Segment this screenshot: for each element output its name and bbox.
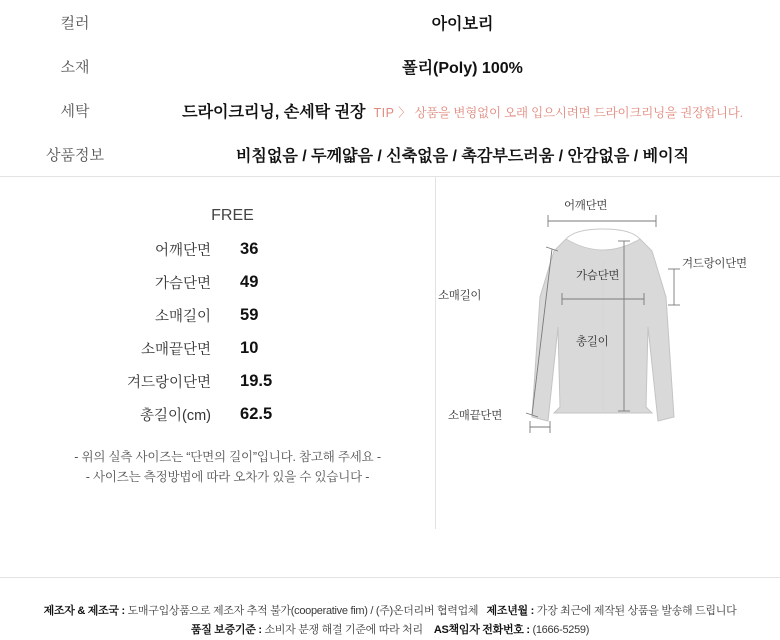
- garment-diagram-panel: [436, 177, 780, 529]
- size-value-shoulder: 36: [240, 240, 259, 258]
- size-value-chest: 49: [240, 273, 259, 291]
- footer-manufacturer-label: 제조자 & 제조국 :: [43, 605, 125, 617]
- table-row: [126, 332, 309, 365]
- footer-warranty-label: 품질 보증기준 :: [190, 624, 262, 636]
- diagram-label-chest: 가슴단면: [576, 270, 620, 282]
- table-row: [126, 233, 309, 266]
- size-label-armhole: 겨드랑이단면: [126, 375, 212, 391]
- footer-line-1: [0, 602, 780, 621]
- footer-mfgdate-value: 가장 최근에 제작된 상품을 발송해 드립니다: [536, 605, 737, 617]
- footer-warranty-value: 소비자 분쟁 해결 기준에 따라 처리: [264, 624, 423, 636]
- washing-tip: [373, 106, 742, 120]
- tip-message: 상품을 변형없이 오래 입으시려면 드라이크리닝을 권장합니다.: [414, 105, 743, 120]
- size-note-2: - 사이즈는 측정방법에 따라 오차가 있을 수 있습니다 -: [85, 470, 370, 484]
- footer-mfgdate-label: 제조년월 :: [486, 605, 534, 617]
- size-label-chest: 가슴단면: [154, 276, 212, 292]
- diagram-label-sleeve: 소매길이: [438, 290, 482, 302]
- size-table: [126, 233, 309, 431]
- size-label-total: 총길이(cm): [140, 408, 212, 424]
- size-label-cuff: 소매끝단면: [140, 342, 212, 358]
- spec-value-washing: [150, 88, 780, 132]
- spec-row-color: [0, 0, 780, 44]
- diagram-label-cuff: 소매끝단면: [448, 410, 503, 422]
- spec-value-color: 아이보리: [431, 15, 494, 33]
- spec-row-washing: [0, 88, 780, 132]
- spec-label-material: 소재: [60, 58, 90, 76]
- spec-row-productinfo: [0, 132, 780, 176]
- size-measurements: [0, 177, 435, 529]
- size-note-1: - 위의 실측 사이즈는 “단면의 길이”입니다. 참고해 주세요 -: [74, 450, 381, 464]
- table-row: [126, 398, 309, 431]
- size-notes: [0, 447, 435, 487]
- diagram-label-armhole: 겨드랑이단면: [682, 258, 747, 270]
- footer-manufacturer-value: 도매구입상품으로 제조자 추적 불가(cooperative fim) / (주)온더리버 협력업체: [127, 605, 479, 617]
- size-column-title: FREE: [211, 207, 254, 224]
- size-value-sleeve: 59: [240, 306, 259, 324]
- spec-table: [0, 0, 780, 176]
- size-value-cuff: 10: [240, 339, 259, 357]
- diagram-label-shoulder: 어깨단면: [564, 200, 608, 212]
- footer-as-label: AS책임자 전화번호 :: [433, 624, 530, 636]
- footer-line-2: [0, 621, 780, 640]
- divider-bottom: [0, 577, 780, 578]
- size-label-shoulder: 어깨단면: [154, 243, 212, 259]
- table-row: [126, 299, 309, 332]
- spec-value-material: 폴리(Poly) 100%: [402, 59, 523, 77]
- size-section: [0, 177, 780, 529]
- size-label-sleeve: 소매길이: [154, 309, 212, 325]
- footer-as-value: (1666-5259): [532, 624, 590, 636]
- washing-text: 드라이크리닝, 손세탁 권장: [182, 103, 366, 121]
- spec-label-color: 컬러: [60, 14, 90, 32]
- garment-diagram: [436, 177, 780, 529]
- diagram-label-total: 총길이: [576, 336, 609, 348]
- garment-illustration-svg: [436, 177, 780, 529]
- size-value-total: 62.5: [240, 405, 273, 423]
- spec-value-productinfo: 비침없음 / 두께얇음 / 신축없음 / 촉감부드러움 / 안감없음 / 베이직: [235, 147, 690, 165]
- spec-row-material: [0, 44, 780, 88]
- footer-info: [0, 593, 780, 640]
- spec-label-washing: 세탁: [60, 102, 90, 120]
- spec-label-productinfo: 상품정보: [46, 146, 104, 164]
- tip-prefix: TIP 〉: [373, 105, 412, 120]
- size-value-armhole: 19.5: [240, 372, 273, 390]
- table-row: [126, 266, 309, 299]
- table-row: [126, 365, 309, 398]
